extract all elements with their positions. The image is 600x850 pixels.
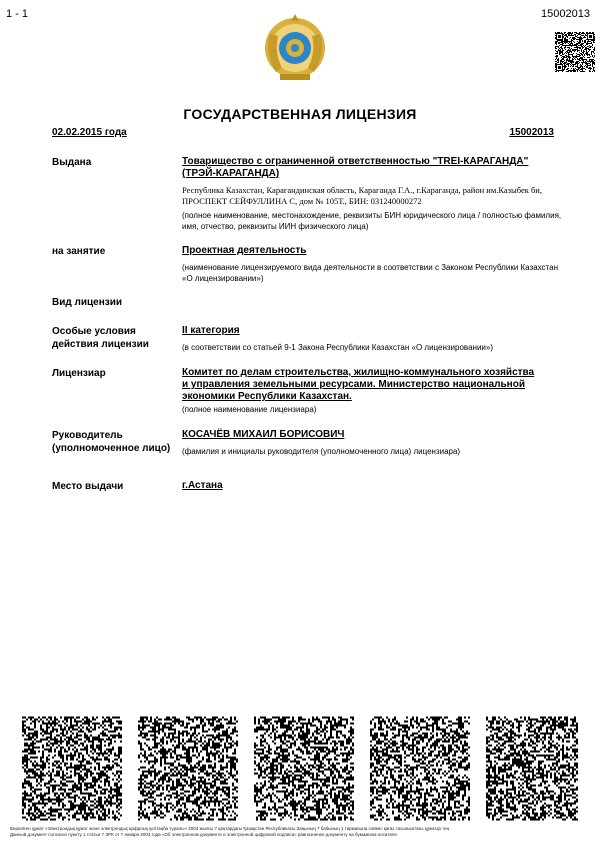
place-value: г.Астана [182, 480, 223, 491]
special-conditions-label-1: Особые условия [52, 326, 136, 337]
special-conditions-note: (в соответствии со статьей 9-1 Закона Республики Казахстан «О лицензировании») [182, 343, 494, 352]
qr-code-4-icon [370, 716, 470, 821]
issue-date: 02.02.2015 года [52, 127, 127, 138]
place-label: Место выдачи [52, 481, 124, 492]
special-conditions-value: II категория [182, 325, 240, 336]
head-value: КОСАЧЁВ МИХАИЛ БОРИСОВИЧ [182, 429, 345, 440]
qr-code-top-icon [555, 32, 595, 72]
head-label-2: (уполномоченное лицо) [52, 443, 171, 454]
qr-code-3-icon [254, 716, 354, 821]
activity-value: Проектная деятельность [182, 245, 307, 256]
issued-to-note: (полное наименование, местонахождение, реквизиты БИН юридического лица / полностью фамилия, имя, отчество, реквизиты ИИН физического лица) [182, 211, 562, 231]
head-label-1: Руководитель [52, 430, 123, 441]
qr-code-row [22, 716, 578, 821]
document-title: ГОСУДАРСТВЕННАЯ ЛИЦЕНЗИЯ [183, 106, 417, 122]
licensor-value: Комитет по делам строительства, жилищно-коммунального хозяйства и управления земельными ресурсами. Министерство национальной экономики Республики Казахстан. [182, 367, 535, 402]
issued-to-value: Товарищество с ограниченной ответственностью "TREI-КАРАГАНДА" (ТРЭЙ-КАРАГАНДА) [182, 156, 529, 179]
qr-code-1-icon [22, 716, 122, 821]
license-number: 15002013 [509, 127, 554, 138]
licensor-label: Лицензиар [52, 368, 106, 379]
issued-to-label: Выдана [52, 157, 92, 168]
header-doc-number: 15002013 [541, 8, 590, 20]
license-type-label: Вид лицензии [52, 297, 123, 308]
special-conditions-label-2: действия лицензии [52, 339, 149, 350]
qr-code-5-icon [486, 716, 578, 821]
legal-footer-russian: Данный документ согласно пункту 1 статьи 7 ЗРК от 7 января 2003 года «Об электронном документе и электронной цифровой подписи» равнозначен документу на бумажном носителе [10, 832, 397, 837]
activity-note: (наименование лицензируемого вида деятельности в соответствии с Законом Республики Казахстан «О лицензировании») [182, 263, 558, 283]
page-indicator: 1 - 1 [6, 8, 29, 20]
legal-footer [10, 826, 592, 838]
head-note: (фамилия и инициалы руководителя (уполномоченного лица) лицензиара) [182, 447, 461, 456]
activity-label: на занятие [52, 246, 106, 257]
issued-to-address: Республика Казахстан, Карагандинская область, Караганда Г.А., г.Караганда, район им.Казыбек би, ПРОСПЕКТ СЕЙФУЛЛИНА С, дом № 105Т., БИН: 031240000272 [182, 185, 542, 206]
state-emblem-icon [262, 12, 328, 82]
qr-code-2-icon [138, 716, 238, 821]
licensor-note: (полное наименование лицензиара) [182, 405, 317, 414]
legal-footer-kazakh: Бериліген құжат «Электрондық құжат және электрондық цифрлық қолтаңба туралы» 2003 жылғы 7 қаңтардағы Қазақстан Республикасы Заңының 7 бабының 1 тармағына сәйкес қағаз тасығыштағы құжатқа тең [10, 826, 450, 831]
